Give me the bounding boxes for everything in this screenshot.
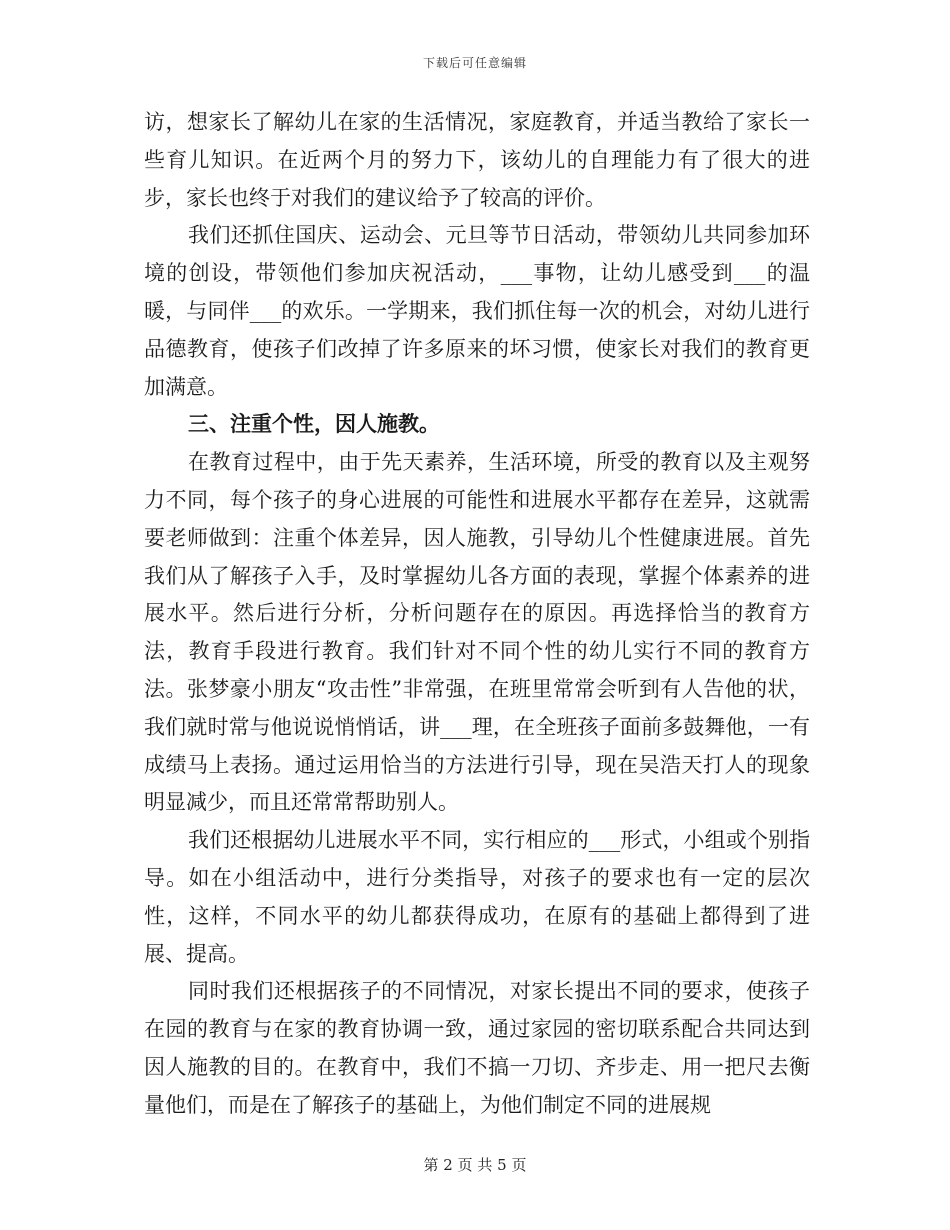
paragraph-individual-differences: 在教育过程中，由于先天素养，生活环境，所受的教育以及主观努力不同，每个孩子的身心进展的可能性和进展水平都存在差异，这就需要老师做到：注重个体差异，因人施教，引导幼儿个性健康进展。首先我们从了解孩子入手，及时掌握幼儿各方面的表现，掌握个体素养的进展水平。然后进行分析，分析问题存在的原因。再选择恰当的教育方法，教育手段进行教育。我们针对不同个性的幼儿实行不同的教育方法。张梦豪小朋友“攻击性”非常强，在班里常常会听到有人告他的状，我们就时常与他说说悄悄话，讲___理，在全班孩子面前多鼓舞他，一有成绩马上表扬。通过运用恰当的方法进行引导，现在吴浩天打人的现象明显减少，而且还常常帮助别人。: [144, 450, 810, 815]
page-number: 第 2 页 共 5 页: [423, 1156, 527, 1174]
paragraph-continuation: 访，想家长了解幼儿在家的生活情况，家庭教育，并适当教给了家长一些育儿知识。在近两个月的努力下，该幼儿的自理能力有了很大的进步，家长也终于对我们的建议给予了较高的评价。: [144, 110, 810, 210]
paragraph-group-guidance: 我们还根据幼儿进展水平不同，实行相应的___形式，小组或个别指导。如在小组活动中，进行分类指导，对孩子的要求也有一定的层次性，这样，不同水平的幼儿都获得成功，在原有的基础上都得到了进展、提高。: [144, 828, 810, 966]
section-heading: 三、注重个性，因人施教。: [188, 412, 440, 437]
paragraph-festival-activities: 我们还抓住国庆、运动会、元旦等节日活动，带领幼儿共同参加环境的创设，带领他们参加庆祝活动，___事物，让幼儿感受到___的温暖，与同伴___的欢乐。一学期来，我们抓住每一次的机会，对幼儿进行品德教育，使孩子们改掉了许多原来的坏习惯，使家长对我们的教育更加满意。: [144, 223, 810, 399]
paragraph-home-cooperation: 同时我们还根据孩子的不同情况，对家长提出不同的要求，使孩子在园的教育与在家的教育协调一致，通过家园的密切联系配合共同达到因人施教的目的。在教育中，我们不搞一刀切、齐步走、用一把尺去衡量他们，而是在了解孩子的基础上，为他们制定不同的进展规: [144, 979, 810, 1117]
document-body: [144, 104, 810, 1125]
header-note: 下载后可任意编辑: [422, 56, 527, 70]
